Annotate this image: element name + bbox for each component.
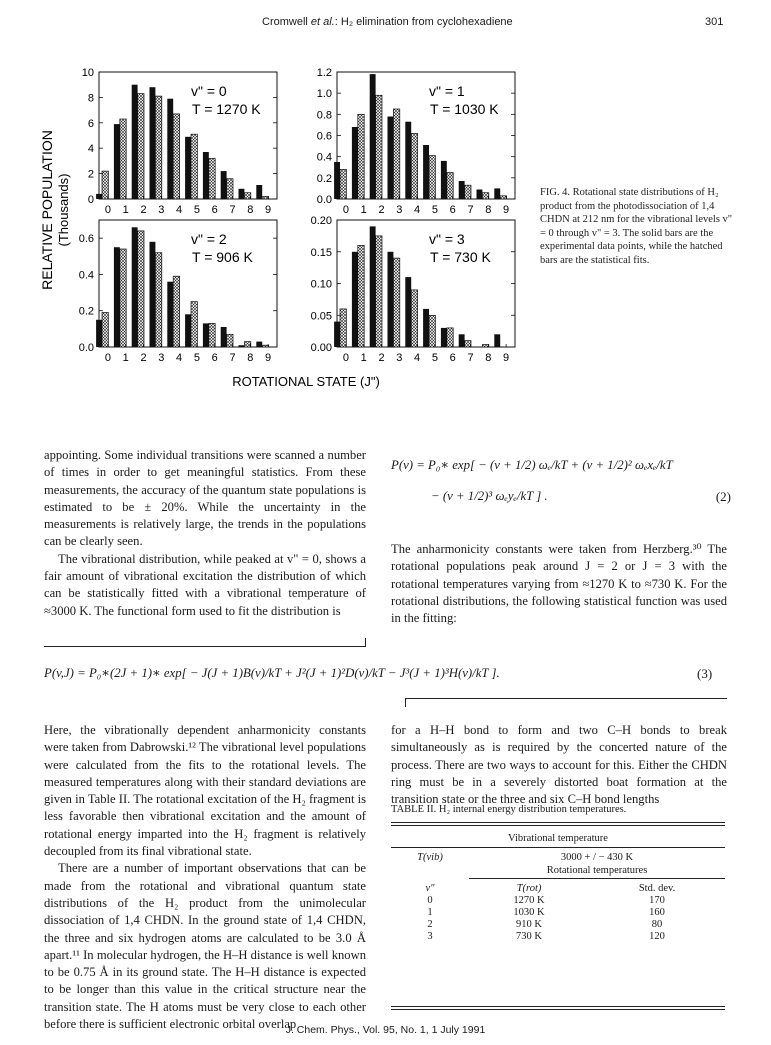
solid-bar xyxy=(405,122,411,199)
y-tick-label: 4 xyxy=(87,143,94,156)
table-col-header: Std. dev. xyxy=(638,883,676,894)
table-row xyxy=(391,848,725,865)
x-tick-label: 8 xyxy=(485,204,492,216)
panel-annotation-T: T = 1030 K xyxy=(430,101,499,117)
solid-bar xyxy=(423,309,429,347)
x-tick-label: 7 xyxy=(467,352,474,364)
table-cell: 1270 K xyxy=(513,895,545,906)
left-column-top xyxy=(44,447,366,620)
column-rule xyxy=(44,646,366,647)
panel-annotation-v: v" = 0 xyxy=(191,83,227,99)
table-cell: 3000 + / − 430 K xyxy=(560,852,634,863)
y-tick-label: 0.4 xyxy=(316,151,332,164)
solid-bar xyxy=(114,247,120,347)
solid-bar xyxy=(96,194,102,199)
solid-bar xyxy=(352,127,358,199)
hatched-bar xyxy=(358,245,364,347)
table-header: Vibrational temperature xyxy=(391,831,725,848)
x-tick-label: 7 xyxy=(467,204,474,216)
hatched-bar xyxy=(429,156,435,199)
table-row xyxy=(391,864,725,879)
equation-2-line2: − (v + 1/2)³ ωₑyₑ/kT ] . xyxy=(431,489,548,503)
table-col-header: v" xyxy=(425,882,435,894)
solid-bar xyxy=(441,161,447,199)
paragraph: for a H–H bond to form and two C–H bonds to break simultaneously as is required by the concerted nature of the process. There are two ways to account for this. Either the CHDN ring must be in a severely distorted boat formation at the transition state or the three and six C–H bond lengths xyxy=(391,723,727,807)
hatched-bar xyxy=(155,253,161,347)
hatched-bar xyxy=(340,169,346,199)
y-tick-label: 0.00 xyxy=(310,342,332,354)
hatched-bar xyxy=(411,133,417,199)
x-tick-label: 2 xyxy=(140,204,147,216)
x-tick-label: 1 xyxy=(122,352,129,364)
column-rule xyxy=(365,638,366,647)
hatched-bar xyxy=(482,345,488,348)
x-tick-label: 3 xyxy=(158,352,165,364)
table-cell: 0 xyxy=(427,895,433,906)
table-row xyxy=(391,831,725,848)
solid-bar xyxy=(388,117,394,200)
x-tick-label: 3 xyxy=(396,204,403,216)
figure-caption: FIG. 4. Rotational state distributions of H₂ product from the photodissociation of 1,4 CHDN at 212 nm for the vibrational levels v" = 0 through v" = 3. The solid bars are the experimental data points, while the hatched bars are the statistical fits. xyxy=(540,187,733,266)
solid-bar xyxy=(334,322,340,347)
table-row xyxy=(391,919,725,931)
y-tick-label: 0.0 xyxy=(316,194,332,206)
solid-bar xyxy=(132,85,138,199)
x-tick-label: 4 xyxy=(176,204,183,216)
table-row xyxy=(391,931,725,943)
hatched-bar xyxy=(376,236,382,347)
x-tick-label: 6 xyxy=(449,204,456,216)
x-tick-label: 0 xyxy=(342,352,349,364)
left-column-bottom xyxy=(44,722,366,1033)
y-tick-label: 2 xyxy=(87,168,94,181)
hatched-bar xyxy=(120,119,126,199)
solid-bar xyxy=(494,188,500,199)
solid-bar xyxy=(185,137,191,199)
hatched-bar xyxy=(447,173,453,200)
x-tick-label: 1 xyxy=(122,204,129,216)
y-tick-label: 0.8 xyxy=(316,109,332,122)
equation-2-number: (2) xyxy=(715,489,731,504)
solid-bar xyxy=(334,162,340,199)
panel-annotation-v: v" = 3 xyxy=(429,231,465,247)
x-tick-label: 5 xyxy=(431,204,438,216)
panel-annotation-T: T = 906 K xyxy=(192,249,253,265)
table-cell: 910 K xyxy=(516,919,543,930)
y-tick-label: 6 xyxy=(87,117,94,130)
x-tick-label: 3 xyxy=(396,352,403,364)
x-tick-label: 9 xyxy=(503,352,510,364)
y-tick-label: 10 xyxy=(81,67,94,79)
solid-bar xyxy=(167,282,173,347)
y-axis-title-line1: RELATIVE POPULATION xyxy=(39,130,55,290)
x-tick-label: 9 xyxy=(265,204,272,216)
x-tick-label: 8 xyxy=(247,204,254,216)
x-tick-label: 2 xyxy=(140,352,147,364)
y-tick-label: 0.15 xyxy=(310,246,332,259)
x-tick-label: 6 xyxy=(211,352,218,364)
table-cell: 2 xyxy=(427,919,433,930)
y-tick-label: 1.0 xyxy=(316,88,332,101)
solid-bar xyxy=(256,342,262,347)
solid-bar xyxy=(167,99,173,199)
hatched-bar xyxy=(358,114,364,199)
solid-bar xyxy=(441,328,447,347)
x-tick-label: 3 xyxy=(158,204,165,216)
x-tick-label: 5 xyxy=(193,204,200,216)
hatched-bar xyxy=(209,158,215,199)
header-etal: et al. xyxy=(310,16,335,28)
solid-bar xyxy=(203,323,209,347)
hatched-bar xyxy=(244,342,250,347)
hatched-bar xyxy=(138,94,144,199)
y-tick-label: 0 xyxy=(87,194,94,206)
solid-bar xyxy=(150,242,156,347)
x-tick-label: 7 xyxy=(229,204,236,216)
hatched-bar xyxy=(191,134,197,199)
x-tick-label: 8 xyxy=(485,352,492,364)
paragraph: The vibrational distribution, while peaked at v" = 0, shows a fair amount of vibrational excitation the distribution of which can be statistically fitted with a vibrational temperature of ≈3000 K. The functional form used to fit the distribution is xyxy=(44,551,366,618)
solid-bar xyxy=(185,314,191,347)
x-tick-label: 5 xyxy=(193,352,200,364)
hatched-bar xyxy=(376,95,382,199)
equation-2-line1: P(v) = P₀∗ exp[ − (v + 1/2) ωₑ/kT + (v + 1/2)² ωₑxₑ/kT xyxy=(391,458,673,472)
y-tick-label: 0.2 xyxy=(78,305,94,318)
solid-bar xyxy=(477,190,483,200)
y-tick-label: 0.4 xyxy=(78,269,94,282)
equation-3-number: (3) xyxy=(697,666,713,681)
column-rule xyxy=(405,698,727,699)
solid-bar xyxy=(203,152,209,199)
page-number: 301 xyxy=(705,16,724,28)
table-col-header: T(rot) xyxy=(516,883,542,894)
x-tick-label: 9 xyxy=(503,204,510,216)
table-row xyxy=(391,895,725,907)
hatched-bar xyxy=(155,96,161,199)
solid-bar xyxy=(370,74,376,199)
solid-bar xyxy=(221,171,227,199)
hatched-bar xyxy=(465,341,471,347)
hatched-bar xyxy=(340,309,346,347)
panel-annotation-T: T = 730 K xyxy=(430,249,491,265)
y-tick-label: 0.2 xyxy=(316,172,332,185)
solid-bar xyxy=(388,252,394,347)
hatched-bar xyxy=(482,193,488,199)
hatched-bar xyxy=(262,197,268,200)
hatched-bar xyxy=(393,109,399,199)
y-tick-label: 8 xyxy=(87,92,94,105)
hatched-bar xyxy=(102,313,108,348)
solid-bar xyxy=(96,320,102,347)
y-tick-label: 0.10 xyxy=(310,278,332,291)
paragraph: Here, the vibrationally dependent anharmonicity constants were taken from Dabrowski.¹² The vibrational level populations were calculated from the fits to the rotational levels. The measured temperatures along with their standard deviations are given in Table II. The rotational excitation of the H₂ fragment is less favorable then vibrational excitation and the amount of rotational energy imparted into the H₂ fragment is relatively decoupled from its final vibrational state. xyxy=(44,723,366,859)
hatched-bar xyxy=(173,114,179,199)
panel-annotation-v: v" = 1 xyxy=(429,83,465,99)
table-cell: 80 xyxy=(651,919,663,930)
solid-bar xyxy=(150,87,156,199)
table-caption: TABLE II. H₂ internal energy distribution temperatures. xyxy=(391,804,627,815)
table-cell: 3 xyxy=(427,931,433,942)
table-2 xyxy=(391,831,725,943)
hatched-bar xyxy=(102,171,108,199)
hatched-bar xyxy=(500,196,506,199)
paragraph: appointing. Some individual transitions were scanned a number of times in order to get meaningful statistics. From these measurements, the accuracy of the quantum state populations is estimated to be ± 20%. While the uncertainty in the measurements is relatively large, the trends in the populations can be clearly seen. xyxy=(44,448,366,549)
table-rule xyxy=(391,822,725,823)
x-tick-label: 8 xyxy=(247,352,254,364)
hatched-bar xyxy=(173,276,179,347)
y-tick-label: 0.20 xyxy=(310,215,332,227)
y-tick-label: 0.0 xyxy=(78,342,94,354)
solid-bar xyxy=(352,252,358,347)
panel-annotation-T: T = 1270 K xyxy=(192,101,261,117)
panel-annotation-v: v" = 2 xyxy=(191,231,227,247)
table-rule xyxy=(391,1006,725,1007)
table-cell: T(vib) xyxy=(417,852,443,863)
solid-bar xyxy=(494,334,500,347)
hatched-bar xyxy=(429,315,435,347)
hatched-bar xyxy=(138,231,144,347)
table-rule xyxy=(391,1009,725,1010)
x-tick-label: 4 xyxy=(176,352,183,364)
y-tick-label: 0.6 xyxy=(78,233,94,246)
x-tick-label: 9 xyxy=(265,352,272,364)
paragraph: The anharmonicity constants were taken from Herzberg.³⁰ The rotational populations peak around J = 2 or J = 3 with the rotational temperatures varying from ≈1270 K to ≈730 K. For the rotational distributions, the following statistical function was used in the fitting: xyxy=(391,542,727,626)
x-tick-label: 4 xyxy=(414,204,421,216)
x-tick-label: 4 xyxy=(414,352,421,364)
hatched-bar xyxy=(227,334,233,347)
hatched-bar xyxy=(411,290,417,347)
hatched-bar xyxy=(191,302,197,347)
y-axis-title-line2: (Thousands) xyxy=(56,173,71,247)
x-tick-label: 6 xyxy=(449,352,456,364)
right-column-top xyxy=(391,541,727,627)
solid-bar xyxy=(132,227,138,347)
solid-bar xyxy=(423,145,429,199)
hatched-bar xyxy=(120,249,126,347)
hatched-bar xyxy=(262,345,268,347)
y-tick-label: 0.6 xyxy=(316,130,332,143)
x-tick-label: 0 xyxy=(342,204,349,216)
equation-3: P(v,J) = P₀∗(2J + 1)∗ exp[ − J(J + 1)B(v)/kT + J²(J + 1)²D(v)/kT − J³(J + 1)³H(v)/kT ]. xyxy=(44,666,500,680)
x-tick-label: 2 xyxy=(378,352,385,364)
x-tick-label: 1 xyxy=(360,352,367,364)
x-tick-label: 6 xyxy=(211,204,218,216)
solid-bar xyxy=(459,181,465,199)
table-cell: 170 xyxy=(649,895,665,906)
table-row xyxy=(391,907,725,919)
x-tick-label: 2 xyxy=(378,204,385,216)
solid-bar xyxy=(239,189,245,199)
hatched-bar xyxy=(244,193,250,199)
table-cell: 1030 K xyxy=(513,907,545,918)
table-cell: 1 xyxy=(427,907,433,918)
hatched-bar xyxy=(393,258,399,347)
hatched-bar xyxy=(209,323,215,347)
x-tick-label: 0 xyxy=(104,352,111,364)
y-tick-label: 0.05 xyxy=(310,310,332,323)
solid-bar xyxy=(221,327,227,347)
solid-bar xyxy=(370,226,376,347)
paragraph: There are a number of important observations that can be made from the rotational and vibrational quantum state distributions of the H₂ product from the unimolecular dissociation of 1,4 CHDN. In the ground state of 1,4 CHDN, the three and six hydrogen atoms are calculated to be 3.0 Å apart.¹¹ In molecular hydrogen, the H–H distance is well known to be 0.75 Å in its ground state. The H–H distance is expected to be longer than this value in the critical structure near the transition state. The H atoms must be very close to each other before there is sufficient electronic orbital overlap xyxy=(44,861,366,1032)
y-tick-label: 1.2 xyxy=(316,67,332,79)
hatched-bar xyxy=(227,179,233,199)
hatched-bar xyxy=(447,328,453,347)
solid-bar xyxy=(405,277,411,347)
table-rule xyxy=(391,825,725,826)
solid-bar xyxy=(239,345,245,347)
right-column-bottom xyxy=(391,722,727,808)
x-tick-label: 7 xyxy=(229,352,236,364)
x-tick-label: 1 xyxy=(360,204,367,216)
table-cell: 160 xyxy=(649,907,665,918)
table-row xyxy=(391,879,725,896)
solid-bar xyxy=(114,124,120,199)
x-tick-label: 0 xyxy=(104,204,111,216)
x-tick-label: 5 xyxy=(431,352,438,364)
solid-bar xyxy=(459,334,465,347)
hatched-bar xyxy=(465,185,471,199)
column-rule xyxy=(405,698,406,707)
header-authors: Cromwell xyxy=(262,16,311,28)
solid-bar xyxy=(256,185,262,199)
table-cell: 730 K xyxy=(516,931,543,942)
table-header: Rotational temperatures xyxy=(469,864,725,879)
equation-2 xyxy=(391,458,731,504)
journal-footer: J. Chem. Phys., Vol. 95, No. 1, 1 July 1991 xyxy=(285,1024,486,1036)
table-cell: 120 xyxy=(649,931,665,942)
header-title: : H₂ elimination from cyclohexadiene xyxy=(334,16,513,28)
x-axis-title: ROTATIONAL STATE (J") xyxy=(232,374,380,389)
